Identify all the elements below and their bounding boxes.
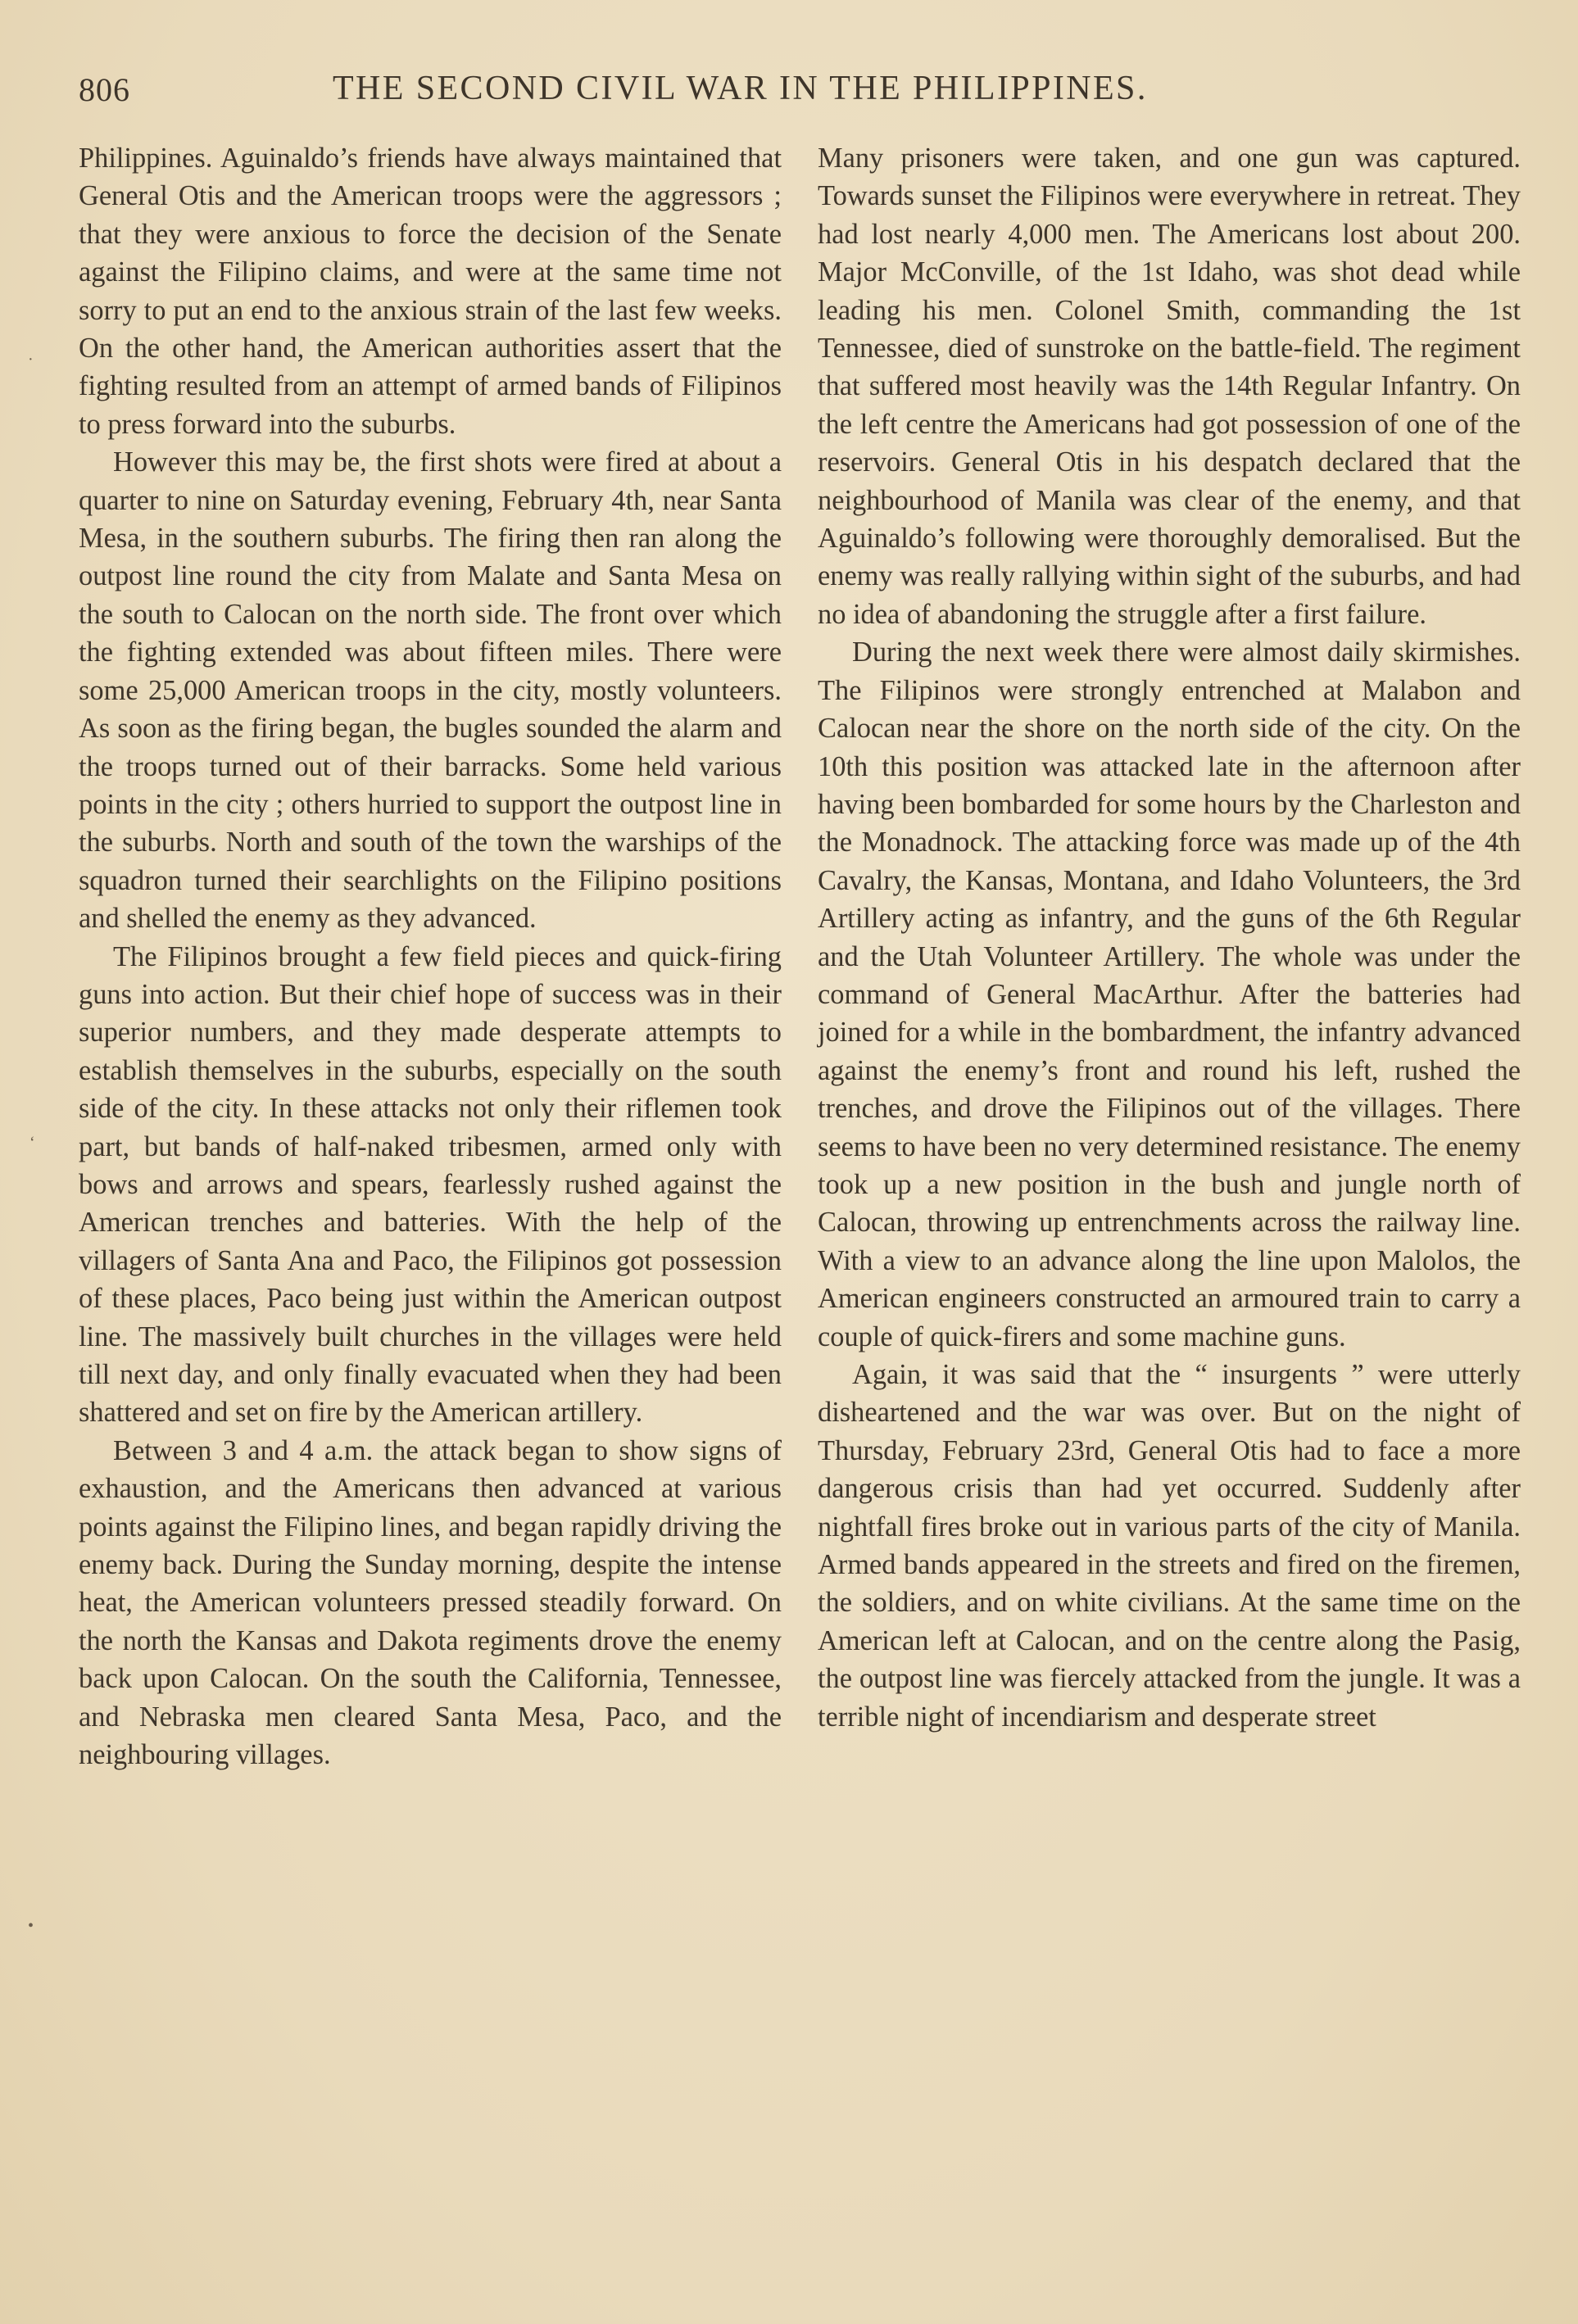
paragraph: Philippines. Aguinaldo’s friends have always maintained that General Otis and the American troops were the aggressors ; that they were anxious to force the decision of the Senate against the Filipino claims, and were at the same time not sorry to put an end to the anxious strain of the last few weeks. On the other hand, the American authorities assert that the fighting resulted from an attempt of armed bands of Filipinos to press forward into the suburbs. (79, 143, 782, 440)
margin-speck: ʻ (29, 1134, 35, 1152)
paragraph: Again, it was said that the “ insurgents ” were utterly disheartened and the war was over. But on the night of Thursday, February 23rd, General Otis had to face a more dangerous crisis than had yet occurred. Suddenly after nightfall fires broke out in various parts of the city of Manila. Armed bands appeared in the streets and fired on the firemen, the soldiers, and on white civilians. At the same time on the American left at Calocan, and on the centre along the Pasig, the outpost line was fiercely attacked from the jungle. It was a terrible night of incendiarism and desperate street (818, 1359, 1521, 1733)
paragraph: However this may be, the first shots were fired at about a quarter to nine on Saturday evening, February 4th, near Santa Mesa, in the southern suburbs. The firing then ran along the outpost line round the city from Malate and Santa Mesa on the south to Calocan on the north side. The front over which the fighting extended was about fifteen miles. There were some 25,000 American troops in the city, mostly volunteers. As soon as the firing began, the bugles sounded the alarm and the troops turned out of their barracks. Some held various points in the city ; others hurried to support the outpost line in the suburbs. North and south of the town the warships of the squadron turned their searchlights on the Filipino positions and shelled the enemy as they advanced. (79, 446, 782, 935)
right-column (818, 139, 1521, 2236)
page-number: 806 (79, 71, 130, 108)
running-title: THE SECOND CIVIL WAR IN THE PHILIPPINES. (333, 70, 1148, 107)
margin-speck: • (28, 1917, 34, 1935)
paragraph: Many prisoners were taken, and one gun was captured. Towards sunset the Filipinos were everywhere in retreat. They had lost nearly 4,000 men. The Americans lost about 200. Major McConville, of the 1st Idaho, was shot dead while leading his men. Colonel Smith, commanding the 1st Tennessee, died of sunstroke on the battle-field. The regiment that suffered most heavily was the 14th Regular Infantry. On the left centre the Americans had got possession of one of the reservoirs. General Otis in his despatch declared that the neighbourhood of Manila was clear of the enemy, and that Aguinaldo’s following were thoroughly demoralised. But the enemy was really rallying within sight of the suburbs, and had no idea of abandoning the struggle after a first failure. (818, 143, 1521, 630)
left-column (79, 139, 782, 2236)
margin-speck: · (28, 351, 34, 369)
paragraph: Between 3 and 4 a.m. the attack began to show signs of exhaustion, and the Americans then advanced at various points against the Filipino lines, and began rapidly driving the enemy back. During the Sunday morning, despite the intense heat, the American volunteers pressed steadily forward. On the north the Kansas and Dakota regiments drove the enemy back upon Calocan. On the south the California, Tennessee, and Nebraska men cleared Santa Mesa, Paco, and the neighbouring villages. (79, 1434, 782, 1771)
paragraph: During the next week there were almost daily skirmishes. The Filipinos were strongly entrenched at Malabon and Calocan near the shore on the north side of the city. On the 10th this position was attacked late in the afternoon after having been bombarded for some hours by the Charleston and the Monadnock. The attacking force was made up of the 4th Cavalry, the Kansas, Montana, and Idaho Volunteers, the 3rd Artillery acting as infantry, and the guns of the 6th Regular and the Utah Volunteer Artillery. The whole was under the command of General MacArthur. After the batteries had joined for a while in the bombardment, the infantry advanced against the enemy’s front and round his left, rushed the trenches, and drove the Filipinos out of the villages. There seems to have been no very determined resistance. The enemy took up a new position in the bush and jungle north of Calocan, throwing up entrenchments across the railway line. With a view to an advance along the line upon Malolos, the American engineers constructed an armoured train to carry a couple of quick-firers and some machine guns. (818, 636, 1521, 1352)
page-header (79, 64, 1521, 121)
paragraph: The Filipinos brought a few field pieces and quick-firing guns into action. But their chief hope of success was in their superior numbers, and they made desperate attempts to establish themselves in the suburbs, especially on the south side of the city. In these attacks not only their riflemen took part, but bands of half-naked tribesmen, armed only with bows and arrows and spears, fearlessly rushed against the American trenches and batteries. With the help of the villagers of Santa Ana and Paco, the Filipinos got possession of these places, Paco being just within the American outpost line. The massively built churches in the villages were held till next day, and only finally evacuated when they had been shattered and set on fire by the American artillery. (79, 940, 782, 1429)
